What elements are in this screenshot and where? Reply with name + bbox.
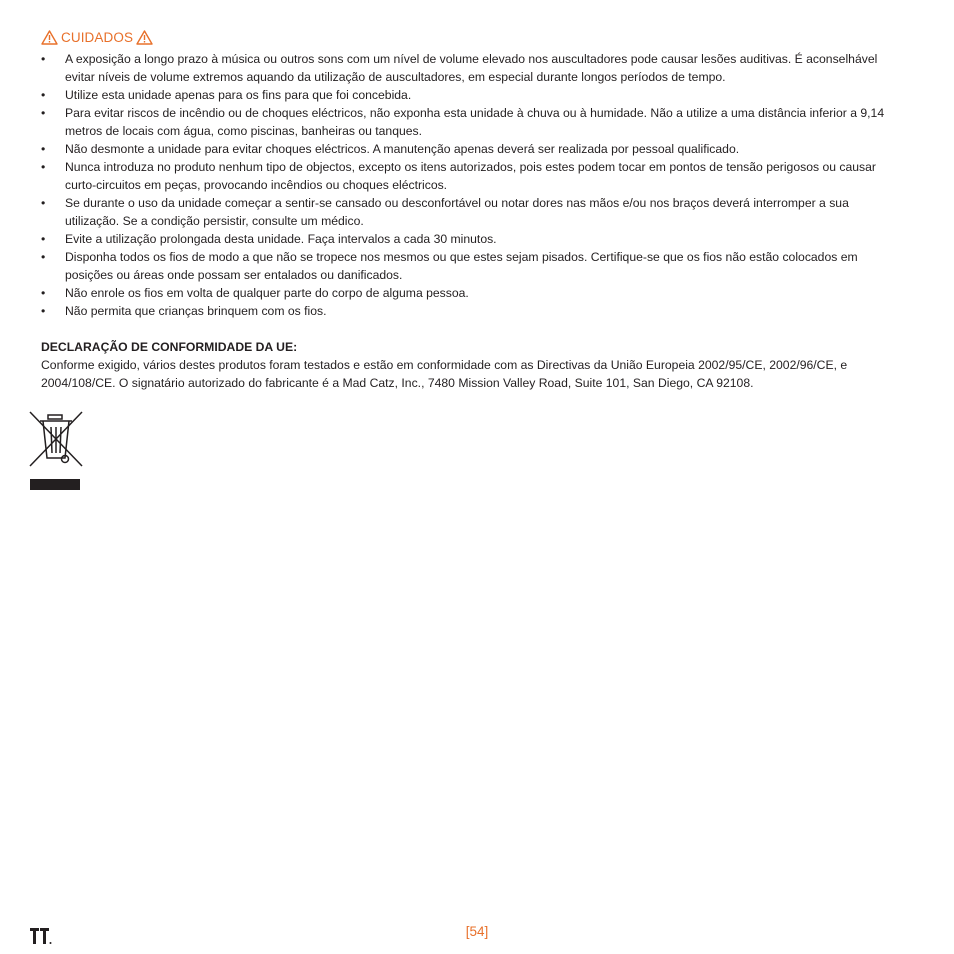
declaration-title: DECLARAÇÃO DE CONFORMIDADE DA UE: bbox=[41, 340, 298, 354]
bullet-marker: • bbox=[41, 52, 46, 66]
list-item-text: Utilize esta unidade apenas para os fins para que foi concebida. bbox=[65, 88, 412, 102]
bullet-marker: • bbox=[41, 196, 46, 210]
page-number: [54] bbox=[465, 924, 489, 939]
list-item bbox=[41, 194, 901, 230]
bullet-marker: • bbox=[41, 106, 46, 120]
list-item-text: Se durante o uso da unidade começar a sentir-se cansado ou desconfortável ou notar dores nas mãos e/ou nos braços deverá interromper a sua utilização. Se a condição persistir, consulte um médico. bbox=[65, 196, 849, 228]
bullet-marker: • bbox=[41, 142, 46, 156]
safety-list bbox=[41, 50, 901, 320]
warning-triangle-icon bbox=[41, 30, 58, 45]
warning-triangle-icon bbox=[136, 30, 153, 45]
bullet-marker: • bbox=[41, 88, 46, 102]
list-item-text: Não enrole os fios em volta de qualquer parte do corpo de alguma pessoa. bbox=[65, 286, 469, 300]
bullet-marker: • bbox=[41, 304, 46, 318]
list-item bbox=[41, 86, 901, 104]
list-item bbox=[41, 248, 901, 284]
list-item bbox=[41, 158, 901, 194]
crossed-out-wheelie-bin-icon bbox=[28, 410, 84, 492]
bullet-marker: • bbox=[41, 160, 46, 174]
list-item-text: Disponha todos os fios de modo a que não se tropece nos mesmos ou que estes sejam pisados. Certifique-se que os fios não estão colocados em posições ou áreas onde possam ser entalados ou danificados. bbox=[65, 250, 858, 282]
section-title: CUIDADOS bbox=[61, 30, 134, 45]
list-item bbox=[41, 104, 901, 140]
list-item-text: Nunca introduza no produto nenhum tipo de objectos, excepto os itens autorizados, pois estes podem tocar em pontos de tensão perigosos ou causar curto-circuitos em peças, provocando incêndios ou choques eléctricos. bbox=[65, 160, 876, 192]
list-item-text: Não desmonte a unidade para evitar choques eléctricos. A manutenção apenas deverá ser realizada por pessoal qualificado. bbox=[65, 142, 740, 156]
bullet-marker: • bbox=[41, 286, 46, 300]
list-item-text: Não permita que crianças brinquem com os fios. bbox=[65, 304, 327, 318]
section-heading bbox=[41, 30, 153, 45]
bullet-marker: • bbox=[41, 232, 46, 246]
list-item-text: Para evitar riscos de incêndio ou de choques eléctricos, não exponha esta unidade à chuva ou à humidade. Não a utilize a uma distância inferior a 9,14 metros de locais com água, como piscinas, banheiras ou tanques. bbox=[65, 106, 885, 138]
list-item bbox=[41, 302, 901, 320]
bullet-marker: • bbox=[41, 250, 46, 264]
list-item bbox=[41, 140, 901, 158]
list-item bbox=[41, 284, 901, 302]
declaration-text: Conforme exigido, vários destes produtos foram testados e estão em conformidade com as Directivas da União Europeia 2002/95/CE, 2002/96/CE, e 2004/108/CE. O signatário autorizado do fabricante é a Mad Catz, Inc., 7480 Mission Valley Road, Suite 101, San Diego, CA 92108. bbox=[41, 358, 848, 390]
list-item bbox=[41, 50, 901, 86]
list-item-text: Evite a utilização prolongada desta unidade. Faça intervalos a cada 30 minutos. bbox=[65, 232, 497, 246]
list-item bbox=[41, 230, 901, 248]
list-item-text: A exposição a longo prazo à música ou outros sons com um nível de volume elevado nos auscultadores pode causar lesões auditivas. É aconselhável evitar níveis de volume extremos aquando da utilização de auscultadores, em especial durante longos períodos de tempo. bbox=[65, 52, 878, 84]
